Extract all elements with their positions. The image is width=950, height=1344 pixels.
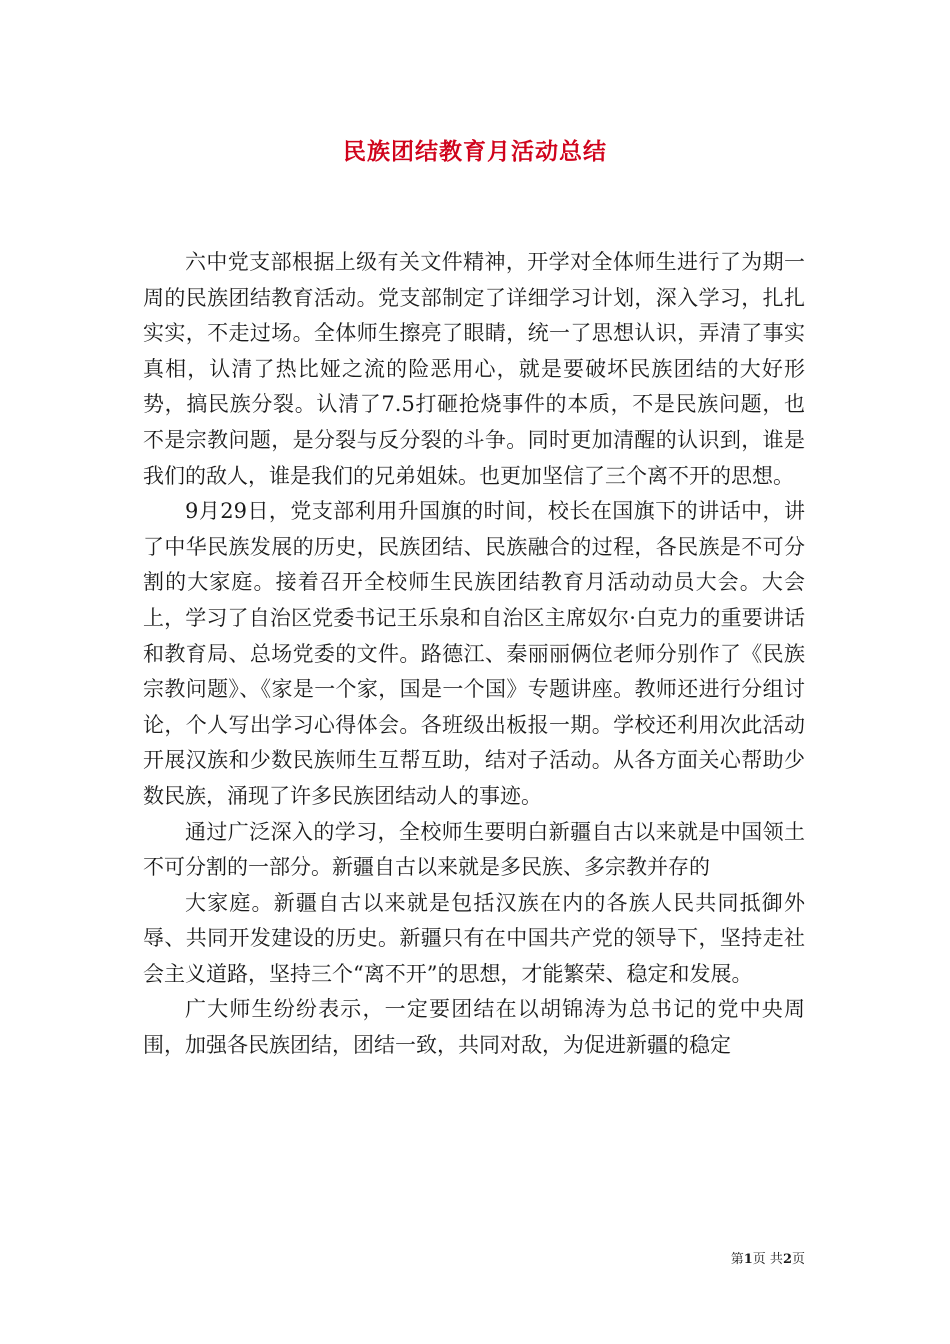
page-number-footer [731, 1248, 805, 1267]
paragraph-5: 广大师生纷纷表示，一定要团结在以胡锦涛为总书记的党中央周围，加强各民族团结，团结一致，共同对敌，为促进新疆的稳定 [143, 997, 805, 1058]
current-page-number: 1 [743, 1252, 753, 1267]
document-body [143, 245, 805, 1064]
paragraph-2: 9月29日，党支部利用升国旗的时间，校长在国旗下的讲话中，讲了中华民族发展的历史，民族团结、民族融合的过程，各民族是不可分割的大家庭。接着召开全校师生民族团结教育月活动动员大会。大会上，学习了自治区党委书记王乐泉和自治区主席奴尔·白克力的重要讲话和教育局、总场党委的文件。路德江、秦丽丽俩位老师分别作了《民族宗教问题》、《家是一个家，国是一个国》专题讲座。教师还进行分组讨论，个人写出学习心得体会。各班级出板报一期。学校还利用次此活动开展汉族和少数民族师生互帮互助，结对子活动。从各方面关心帮助少数民族，涌现了许多民族团结动人的事迹。 [143, 499, 805, 808]
footer-suffix: 页 [791, 1252, 805, 1267]
footer-middle: 页 共 [752, 1252, 783, 1267]
document-title: 民族团结教育月活动总结 [343, 138, 607, 165]
total-pages-number: 2 [782, 1252, 792, 1267]
paragraph-4: 大家庭。新疆自古以来就是包括汉族在内的各族人民共同抵御外辱、共同开发建设的历史。新疆只有在中国共产党的领导下，坚持走社会主义道路，坚持三个“离不开”的思想，才能繁荣、稳定和发展。 [143, 890, 805, 986]
paragraph-3: 通过广泛深入的学习，全校师生要明白新疆自古以来就是中国领土不可分割的一部分。新疆自古以来就是多民族、多宗教并存的 [143, 819, 805, 880]
footer-prefix: 第 [730, 1252, 744, 1267]
paragraph-1: 六中党支部根据上级有关文件精神，开学对全体师生进行了为期一周的民族团结教育活动。党支部制定了详细学习计划，深入学习，扎扎实实，不走过场。全体师生擦亮了眼睛，统一了思想认识，弄清了事实真相，认清了热比娅之流的险恶用心，就是要破坏民族团结的大好形势，搞民族分裂。认清了7.5打砸抢烧事件的本质，不是民族问题，也不是宗教问题，是分裂与反分裂的斗争。同时更加清醒的认识到，谁是我们的敌人，谁是我们的兄弟姐妹。也更加坚信了三个离不开的思想。 [143, 250, 805, 488]
